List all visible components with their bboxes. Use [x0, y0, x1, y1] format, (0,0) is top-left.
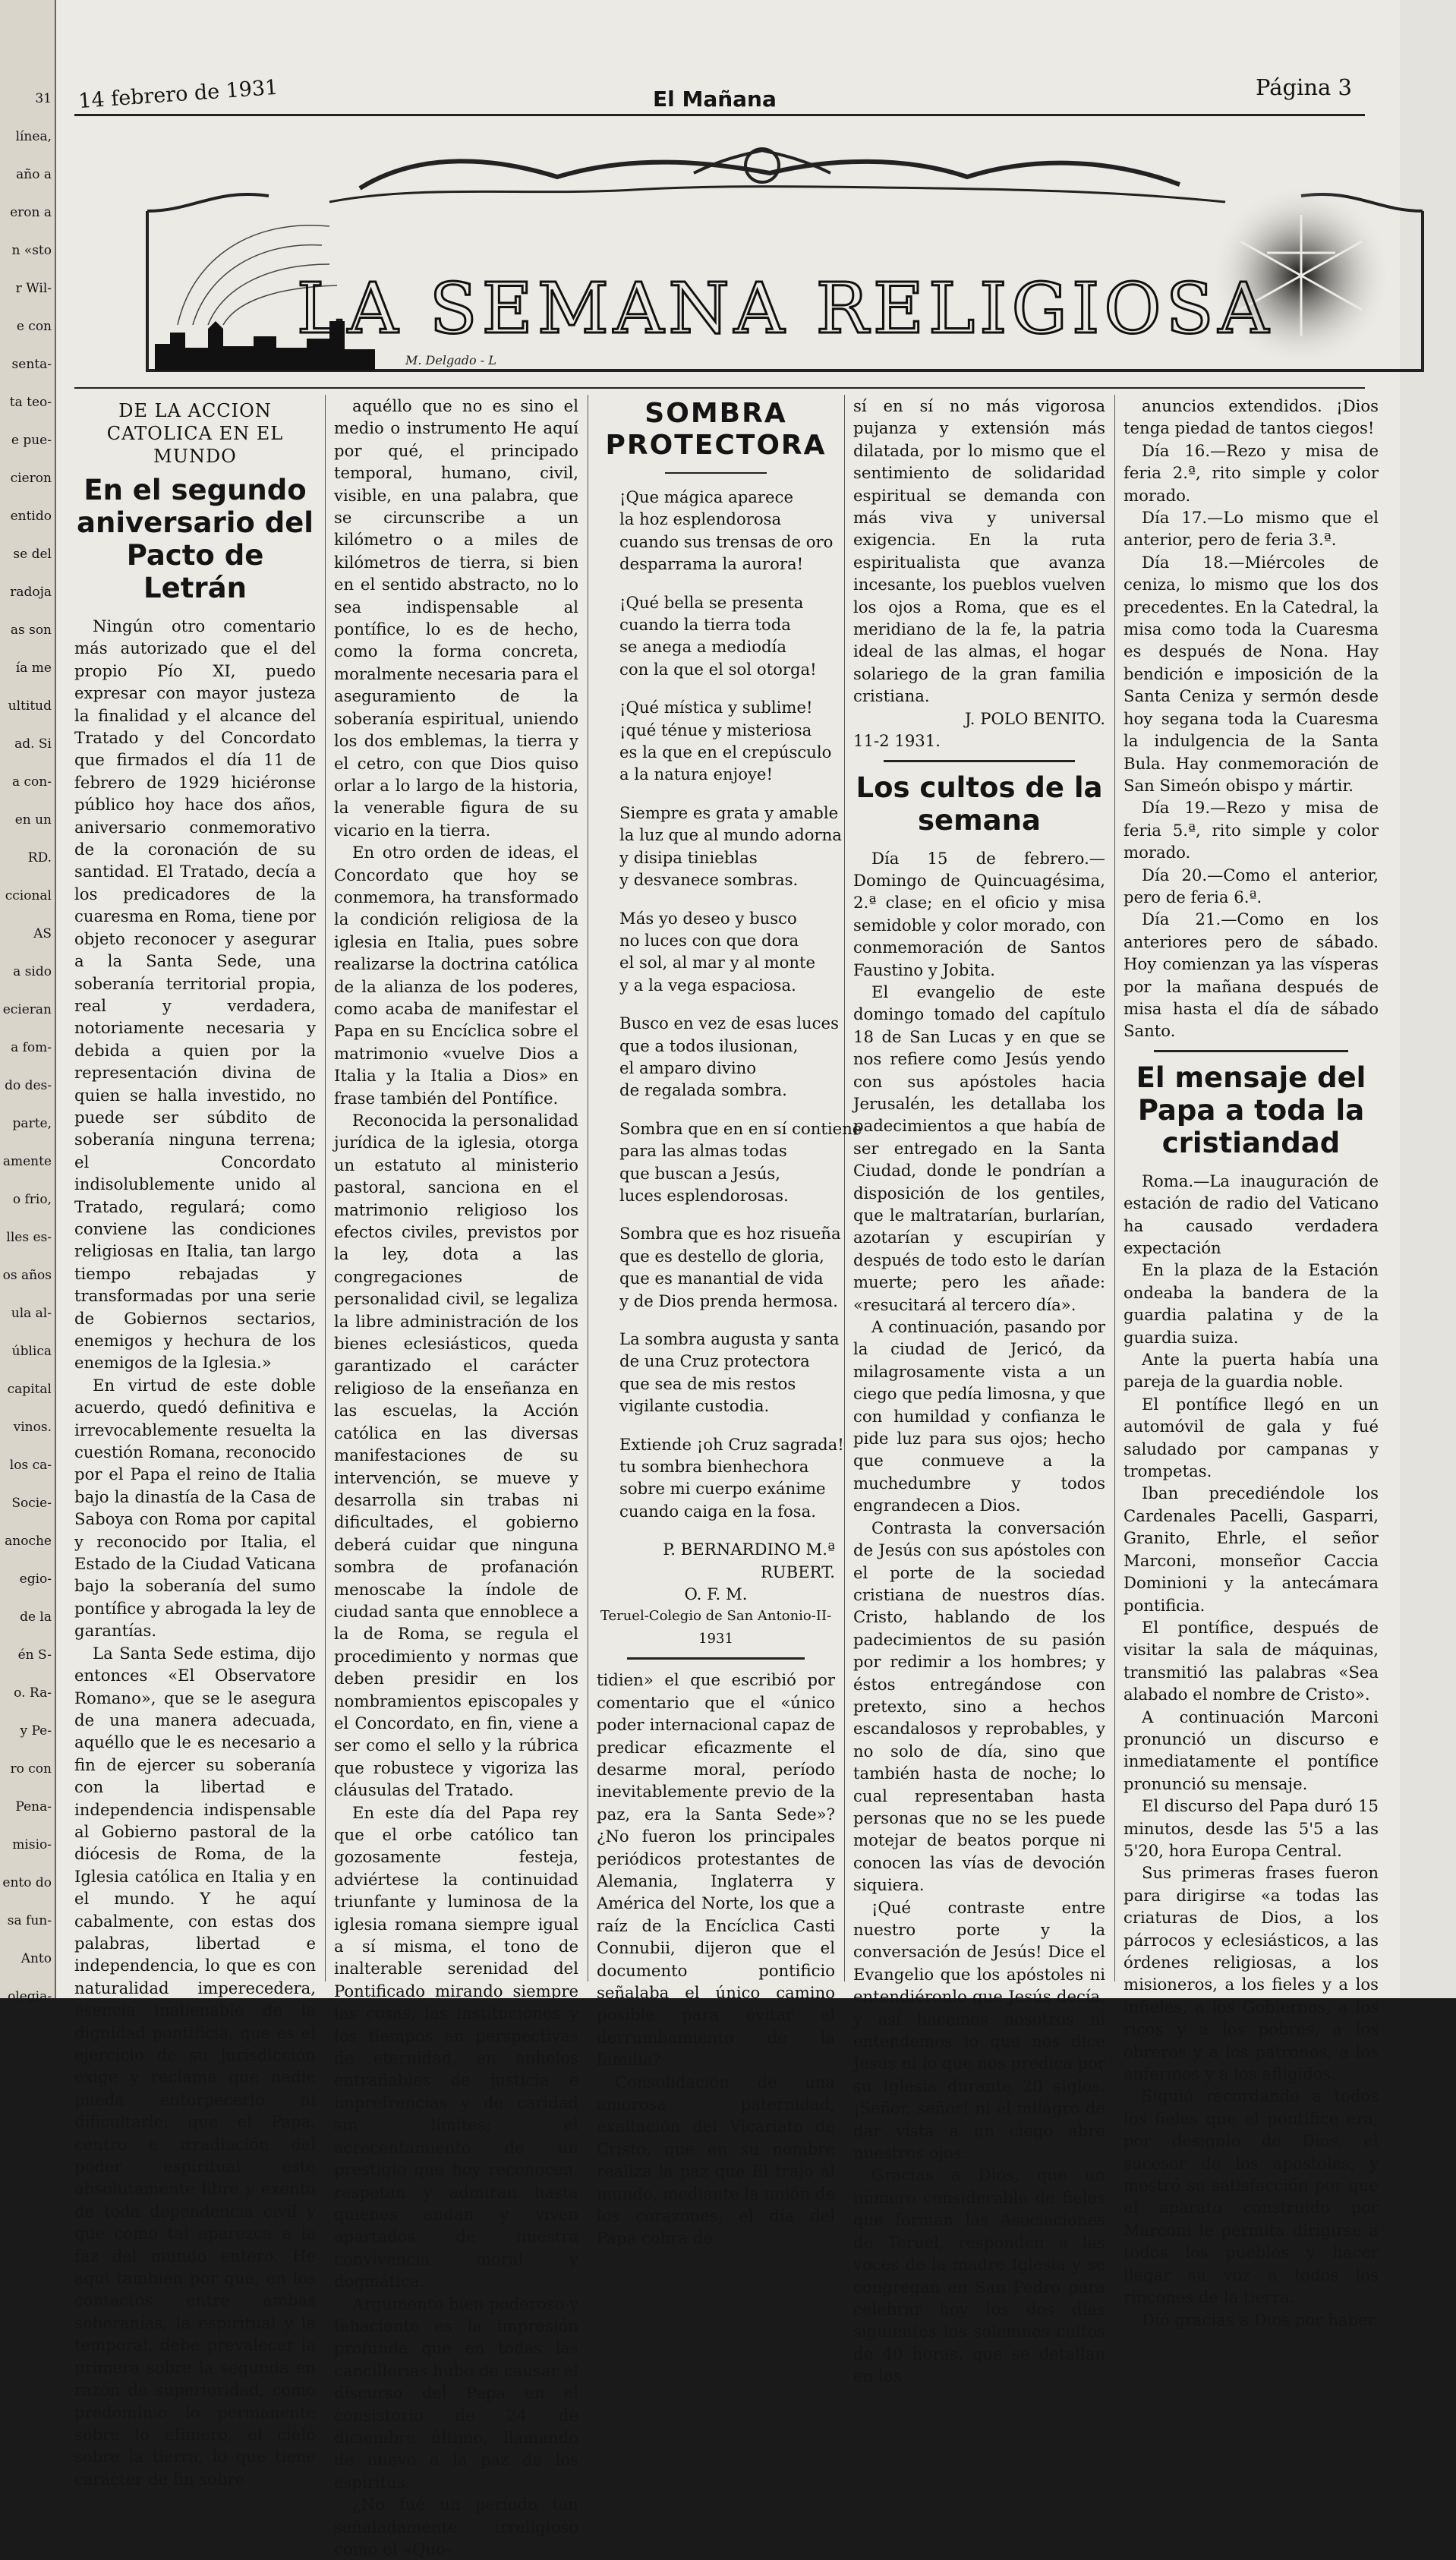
newspaper-page	[56, 0, 1400, 2558]
banner-signature: M. Delgado - L	[405, 353, 496, 367]
previous-page-fragment: a fom-	[11, 1040, 52, 1055]
previous-page-fragment: y Pe-	[20, 1723, 52, 1739]
poem-stanza	[619, 802, 842, 891]
previous-page-fragment: se del	[13, 547, 52, 562]
poem-author: P. BERNARDINO M.ª RUBERT.	[663, 1540, 835, 1581]
paragraph: ¡Qué contraste entre nuestro porte y la conversación de Jesús! Dice el Evangelio que los apóstoles ni entendiéronlo que Jesús decía, y así hacemos nosotros ni entendemos lo que nos dice Jesús ni lo que nos predica por su Iglesia durante 20 siglos. ¡Señor, señor! ni el milagro de dar vista a un ciego abre nuestros ojos.	[853, 1897, 1105, 2163]
paragraph: Día 18.—Miércoles de ceniza, lo mismo que los dos precedentes. En la Catedral, la misa como toda la Cuaresma es después de Nona. Hay bendición e imposición de la Santa Ceniza y sermón desde hoy segana toda la Cuaresma la indulgencia de la Santa Bula. Hay conmemoración de San Simeón obispo y mártir.	[1124, 552, 1379, 795]
poem-stanza	[619, 696, 835, 786]
previous-page-fragment: ultitud	[8, 698, 52, 714]
previous-page-fragment: RD.	[27, 850, 52, 865]
article-body-letran-cont	[334, 395, 578, 2560]
previous-page-fragment: do des-	[5, 1078, 52, 1093]
previous-page-fragment: sa fun-	[7, 1913, 52, 1928]
poem-line: y a la vega espaciosa.	[619, 975, 796, 995]
poem-line: que sea de mis restos	[619, 1373, 796, 1393]
paragraph: ¿No fué un período tan señaladamente irreligioso como el «Quo-	[334, 2495, 578, 2558]
poem-line: de una Cruz protectora	[619, 1351, 810, 1371]
article-column-4	[853, 395, 1105, 2386]
poem-line: Sombra que es hoz risueña	[619, 1224, 841, 1244]
previous-page-fragment: olegia-	[8, 1989, 52, 2004]
poem-line: ¡qué ténue y misteriosa	[619, 720, 812, 739]
previous-page-fragment: cieron	[10, 471, 52, 486]
paragraph: El evangelio de este domingo tomado del capítulo 18 de San Lucas y en que se nos refiere como Jesús yendo con sus apóstoles hacia Jerusalén, les detallaba los padecimientos a que había de ser entregado en la Santa Ciudad, donde le pondrían a disposición de los gentiles, que le maltratarían, burlarían, azotarían y escupirían y después de todo esto le darían muerte; pero les añade: «resucitará al tercero día».	[853, 982, 1105, 1314]
column-separator	[844, 395, 845, 1981]
poem-line: cuando caiga en la fosa.	[619, 1501, 816, 1521]
paragraph: Sus primeras frases fueron para dirigirse «a todas las criaturas de Dios, a los párrocos y eclesiásticos, a las órdenes religiosas, a los misioneros, a los fieles y a los infieles, a los Gobiernos, a los ricos y a los pobres, a los obreros y a los patronos, a los enfermos y a los afligidos.	[1124, 1863, 1379, 2084]
header-page-number: Página 3	[1256, 74, 1352, 100]
paragraph: Ante la puerta había una pareja de la guardia noble.	[1124, 1350, 1379, 1392]
ornament-scroll	[360, 161, 1180, 188]
paragraph: Reconocida la personalidad jurídica de la iglesia, otorga un estatuto al ministerio pastoral, sanciona en el matrimonio religioso los efectos civiles, previstos por la ley, dota a las congregaciones de personalidad civil, se legaliza la libre administración de los bienes eclesiásticos, queda garantizado el carácter religioso de la enseñanza en las escuelas, la Acción católica en las diversas manifestaciones de su intervención, se mueve y desarrolla sin trabas ni dificultades, el gobierno deberá cuidar que ninguna sombra de profanación menoscabe la índole de ciudad santa que ennoblece a la de Roma, se regula el procedimiento y normas que deben presidir en los nombramientos episcopales y el Concordato, en fin, viene a ser como el sello y la rúbrica que robustece y vigoriza las cláusulas del Tratado.	[334, 1111, 578, 1800]
poem-line: ¡Qué bella se presenta	[619, 592, 804, 612]
previous-page-fragment: e pue-	[11, 433, 52, 448]
paragraph: En otro orden de ideas, el Concordato que hoy se conmemora, ha transformado la condición religiosa de la iglesia en Italia, pues sobre realizarse la doctrina católica de la alianza de los poderes, como acaba de manifestar el Papa en su Encíclica sobre el matrimonio «vuelve Dios a Italia y la Italia a Dios» en frase también del Pontífice.	[334, 843, 578, 1108]
previous-page-fragment: os años	[2, 1268, 52, 1283]
previous-page-fragment: parte,	[12, 1116, 52, 1131]
previous-page-fragment: de la	[20, 1609, 52, 1625]
previous-page-fragment: o. Ra-	[14, 1685, 52, 1701]
poem-line: sobre mi cuerpo exánime	[619, 1479, 826, 1499]
previous-page-fragment: n «sto	[11, 243, 52, 258]
poem-line: La sombra augusta y santa	[619, 1329, 840, 1348]
previous-page-fragment: ento do	[2, 1875, 52, 1890]
paragraph: Día 19.—Rezo y misa de feria 5.ª, rito simple y color morado.	[1124, 798, 1379, 862]
poem-line: y disipa tinieblas	[619, 847, 758, 867]
article-column-2	[334, 395, 578, 2558]
paragraph: Siguió recordando a todos los fieles que el pontífice era, por designio de Dios, el sucesor de los apóstoles, y mostró su satisfacción por que el aparato construido por Marconi le permita dirigirse a todos los pueblos y hacer llegar su voz a todos los rincones de la tierra.	[1124, 2086, 1379, 2307]
column-separator	[325, 395, 326, 1981]
poem-line: el amparo divino	[619, 1058, 757, 1077]
previous-page-fragment: ula al-	[11, 1306, 52, 1321]
poem-line: con la que el sol otorga!	[619, 659, 817, 679]
previous-page-fragment: lles es-	[6, 1230, 52, 1245]
paragraph: En virtud de este doble acuerdo, quedó definitiva e irrevocablemente resuelta la cuestión Romana, reconocido por el Papa el reino de Italia bajo la dinastía de la Casa de Saboya con Roma por capital y reconocido por Italia, el Estado de la Ciudad Vaticana bajo la soberanía del sumo pontífice y abrogada la ley de garantías.	[74, 1375, 316, 1641]
paragraph: Ningún otro comentario más autorizado que el del propio Pío XI, puedo expresar con mayor justeza la finalidad y el alcance del Tratado y del Concordato que firmados el día 11 de febrero de 1929 hiciéronse público hoy hace dos años, aniversario conmemorativo de la coronación de su santidad. El Tratado, decía a los predicadores de la cuaresma en Roma, tiene por objeto reconocer y asegurar a la Santa Sede, una soberanía territorial propia, real y verdadera, notoriamente necesaria y debida a quien por la representación divina de quien se halla investido, no puede ser súbdito de soberanía ninguna terrena; el Concordato indisolublemente unido al Tratado, regulará; como conviene las condiciones religiosas en Italia, tan largo tiempo rebajadas y transformadas por una serie de Gobiernos sectarios, enemigos y hechura de los enemigos de la Iglesia.»	[74, 616, 316, 1373]
paragraph: El discurso del Papa duró 15 minutos, desde las 5'5 a las 5'20, hora Europa Central.	[1124, 1796, 1379, 1860]
paragraph: Argumento bien poderoso y fehaciente es la impresión profunda que en todas las cancillerías hubo de causar el discurso del Papa en el consistorio de 24 de diciembre último, llamando de nuevo a la paz de los espíritus.	[334, 2294, 578, 2492]
article-continuation: tidien» el que escribió por comentario que el «único poder internacional capaz de predicar eficazmente el desarme moral, período inevitablemente previo de la paz, era la Santa Sede»? ¿No fueron los principales periódicos protestantes de Alemania, Inglaterra y América del Norte, los que a raíz de la Encíclica Casti Connubii, dijeron que el documento pontificio señalaba el único camino posible para evitar el derrumbamiento de la familia?	[597, 1670, 835, 2070]
article-ending: sí en sí no más vigorosa pujanza y extensión más dilatada, por lo mismo que el sentimiento de solidaridad espiritual se demanda con más viva y universal exigencia. En la ruta espiritualista que avanza incesante, los pueblos vuelven los ojos a Roma, que es el meridiano de la fe, la patria ideal de las almas, el hogar solariego de la gran familia cristiana.	[853, 396, 1105, 706]
separator-line	[627, 1657, 805, 1660]
previous-page-fragment: ía me	[15, 660, 52, 676]
previous-page-fragment: Anto	[20, 1951, 52, 1966]
previous-page-fragment: Socie-	[11, 1496, 52, 1511]
poem-line: Más yo deseo y busco	[619, 908, 797, 928]
poem-line: para las almas todas	[619, 1141, 787, 1161]
previous-page-fragment: ad. Si	[14, 736, 52, 752]
paragraph: Día 15 de febrero.—Domingo de Quincuagésima, 2.ª clase; en el oficio y misa semidoble y color morado, con conmemoración de Santos Faustino y Jobita.	[853, 848, 1105, 979]
paragraph: Dió gracias a Dios por haber	[1142, 2309, 1376, 2329]
poem-place: Teruel-Colegio de San Antonio-II-1931	[600, 1608, 832, 1647]
paragraph: El pontífice, después de visitar la sala de máquinas, transmitió las palabras «Sea alabado el nombre de Cristo».	[1124, 1617, 1379, 1704]
paragraph: La Santa Sede estima, dijo entonces «El Observatore Romano», que se le asegura de una manera adecuada, aquéllo que le es necesario a fin de ejercer su soberanía con la libertad e independencia indispensable al Gobierno pastoral de la diócesis de Roma, de la Iglesia católica en Italia y en el mundo. Y he aquí cabalmente, con estas dos palabras, libertad e independencia, lo que es con naturalidad imperecedera, esencia inalienable de la dignidad pontificia, que es el ejercicio de su jurisdicción exige y reclama que nadie pueda entorpecerlo ni dificultarle; que el Papa, centro e irradiación del poder espiritual esté absolutamente libre y exento de toda dependencia civil y que como tal aparezca a la faz del mundo entero. He aquí también por qué, en los contactos entre ambas soberanías, la espiritual y la temporal, debe prevalecer la primera sobre la segunda en razón de superioridad, como predominio lo permanente sobre lo efímero, el cielo sobre la tierra, lo que tiene carácter de fin sobre	[74, 1643, 316, 2489]
poem-line: cuando sus trensas de oro	[619, 531, 834, 551]
previous-page-fragment: e con	[16, 319, 52, 334]
article-headline-letran: En el segundo aniversario del Pacto de Letrán	[77, 474, 314, 604]
paragraph: Día 20.—Como el anterior, pero de feria 6.ª.	[1124, 865, 1379, 906]
poem-line: que es destello de gloria,	[619, 1246, 824, 1266]
article-column-1	[74, 395, 316, 2489]
paragraph: Día 16.—Rezo y misa de feria 2.ª, rito simple y color morado.	[1124, 440, 1379, 505]
article-body-cultos-cont	[1124, 395, 1379, 1042]
poem-line: tu sombra bienhechora	[619, 1457, 809, 1477]
poem-line: cuando la tierra toda	[619, 615, 791, 635]
previous-page-fragment: egio-	[19, 1572, 52, 1587]
previous-page-fragment: a sido	[13, 964, 52, 979]
article-body-cultos	[853, 847, 1105, 2388]
previous-page-fragment: línea,	[15, 129, 52, 144]
paragraph: Gracias a Dios, que un número considerable de fieles que forman las Asociaciones de Teruel, responden a las voces de la madre Iglesia y se congregan en San Pedro para celebrar hoy los dos días siguientes los solemnes cultos de 40 horas, que se detallan en los	[853, 2165, 1105, 2386]
poem-line: es la que en el crepúsculo	[619, 742, 832, 762]
separator-line	[1154, 1050, 1348, 1052]
previous-page-edge	[0, 0, 56, 2004]
poem-line: ¡Que mágica aparece	[619, 487, 793, 506]
previous-page-fragment: r Wil-	[15, 281, 52, 296]
paragraph: Roma.—La inauguración de estación de radio del Vaticano ha causado verdadera expectación	[1124, 1171, 1379, 1257]
paragraph: En este día del Papa rey que el orbe católico tan gozosamente festeja, adviértese la continuidad triunfante y luminosa de la iglesia romana siempre igual a sí misma, el tono de inalterable serenidad del Pontificado mirando siempre las cosas, las instituciones y los tiempos en perspectivas de eternidad, en anhelos entrañables de justicia e imprefrencias y de caridad sin límites; el acrecentamiento de un prestigio que hoy reconocen, respetan y admiran hasta quienes andan y viven apartados de nuestra convivencia moral y dogmática.	[334, 1802, 578, 2291]
banner-rule	[74, 387, 1365, 389]
poem-line: ¡Qué mística y sublime!	[619, 698, 813, 717]
article-headline-cultos: Los cultos de la semana	[856, 771, 1103, 837]
previous-page-fragment: amente	[2, 1154, 52, 1169]
previous-page-fragment: radoja	[10, 585, 52, 600]
paragraph: Iban precediéndole los Cardenales Pacelli, Gasparri, Granito, Ehrle, el señor Marconi, monseñor Caccia Dominioni y la antecámara pontificia.	[1124, 1483, 1379, 1615]
poem-line: luces esplendorosas.	[619, 1185, 789, 1205]
poem-title: SOMBRA PROTECTORA	[605, 398, 827, 461]
poem-line: y de Dios prenda hermosa.	[619, 1291, 838, 1310]
previous-page-fragment: a con-	[12, 774, 52, 790]
poem-stanza	[619, 1012, 839, 1102]
previous-page-fragment: entido	[10, 509, 52, 524]
article-column-3	[597, 395, 862, 2248]
previous-page-fragment: ccional	[5, 888, 52, 903]
poem-stanza	[619, 1222, 841, 1312]
previous-page-fragment: 31	[35, 91, 52, 106]
previous-page-fragment: o frio,	[12, 1192, 52, 1207]
poem-stanza	[619, 486, 835, 575]
previous-page-fragment: ta teo-	[9, 395, 52, 410]
poem-line: de regalada sombra.	[619, 1080, 787, 1100]
previous-page-fragment: senta-	[11, 357, 52, 372]
paragraph: Contrasta la conversación de Jesús con sus apóstoles con el porte de la sociedad cristiana de nuestros días. Cristo, hablando de los padecimientos de su pasión por redimir a los hombres; y éstos entregándose con pretexto, sino a hechos escandalosos y reprobables, y no solo de día, sino que también hasta de noche; lo cual representaban hasta personas que no se les puede motejar de beatos porque ni conocen las vías de devoción siquiera.	[853, 1518, 1105, 1895]
previous-page-fragment: as son	[10, 623, 52, 638]
previous-page-fragment: vinos.	[13, 1420, 52, 1435]
article-signature: J. POLO BENITO.	[964, 708, 1105, 728]
article-date: 11-2 1931.	[853, 731, 941, 751]
header-date: 14 febrero de 1931	[77, 75, 279, 114]
poem-line: no luces con que dora	[619, 930, 799, 950]
paragraph: anuncios extendidos. ¡Dios tenga piedad de tantos ciegos!	[1124, 396, 1379, 438]
poem-line: y desvanece sombras.	[619, 870, 799, 890]
previous-page-fragment: én S-	[17, 1647, 52, 1663]
previous-page-fragment: en un	[14, 812, 52, 828]
section-banner	[102, 143, 1430, 384]
poem-line: vigilante custodia.	[619, 1396, 770, 1416]
previous-page-fragment: Pena-	[15, 1799, 52, 1814]
poem-line: la luz que al mundo adorna	[619, 825, 842, 845]
article-body-mensaje	[1124, 1170, 1379, 2331]
poem-line: Sombra que en en sí contiene	[619, 1118, 862, 1138]
previous-page-fragment: misio-	[12, 1837, 52, 1852]
separator-line	[884, 760, 1075, 762]
poem-body	[597, 486, 862, 1522]
header-paper-name: El Mañana	[653, 87, 777, 112]
column-separator	[1114, 395, 1115, 1981]
poem-line: que buscan a Jesús,	[619, 1163, 780, 1183]
paragraph: El pontífice llegó en un automóvil de gala y fué saludado por campanas y trompetas.	[1124, 1394, 1379, 1481]
previous-page-fragment: eron a	[10, 205, 52, 220]
previous-page-fragment: AS	[33, 926, 52, 941]
paragraph: En la plaza de la Estación ondeaba la bandera de la guardia palatina y de la guardia suiza.	[1124, 1260, 1379, 1347]
poem-stanza	[619, 907, 835, 997]
poem-stanza	[619, 1433, 844, 1523]
poem-line: que a todos ilusionan,	[619, 1036, 799, 1055]
poem-line: Extiende ¡oh Cruz sagrada!	[619, 1434, 844, 1454]
poem-line: desparrama la aurora!	[619, 554, 804, 574]
paragraph: aquéllo que no es sino el medio o instrumento He aquí por qué, el principado temporal, humano, civil, visible, en una palabra, que se circunscribe a un kilómetro o a miles de kilómetros de tierra, si bien en el sentido abstracto, no lo sea indispensable al pontífice, lo es de hecho, como la forma concreta, moralmente necesaria para el aseguramiento de la soberanía espiritual, uniendo los dos emblemas, la tierra y el cetro, con que Dios quiso orlar a lo largo de la historia, la venerable figura de su vicario en la tierra.	[334, 396, 578, 840]
previous-page-fragment: ecieran	[2, 1002, 52, 1017]
article-kicker: DE LA ACCION CATOLICA EN EL MUNDO	[106, 400, 284, 467]
paragraph: Día 17.—Lo mismo que el anterior, pero de feria 3.ª.	[1124, 508, 1379, 550]
poem-stanza	[619, 1118, 862, 1207]
poem-author-order: O. F. M.	[684, 1584, 748, 1604]
paragraph: Día 21.—Como en los anteriores pero de sábado. Hoy comienzan ya las vísperas por la mañana después de misa hasta el día de sábado Santo.	[1124, 910, 1379, 1041]
poem-line: que es manantial de vida	[619, 1269, 824, 1288]
article-headline-mensaje: El mensaje del Papa a toda la cristiandad	[1136, 1061, 1366, 1159]
banner-title: LA SEMANA RELIGIOSA	[296, 268, 1274, 349]
article-body-letran	[74, 615, 316, 2490]
poem-line: a la natura enjoye!	[619, 765, 773, 784]
previous-page-fragment: anoche	[5, 1534, 52, 1549]
previous-page-fragment: capital	[7, 1382, 52, 1397]
article-column-5	[1124, 395, 1379, 2329]
poem-line: Busco en vez de esas luces	[619, 1014, 839, 1033]
previous-page-fragment: ública	[11, 1344, 52, 1359]
poem-line: el sol, al mar y al monte	[619, 953, 816, 973]
paragraph: A continuación, pasando por la ciudad de Jericó, da milagrosamente vista a un ciego que pedía limosna, y que con humildad y confianza le pide luz para sus ojos; hecho que conmueve a la muchedumbre y todos engrandecen a Dios.	[853, 1317, 1105, 1515]
article-continuation-2: Consolidación de una amorosa paternidad, exaltación del Vicariato de Cristo, que en su nombre realiza la paz que El trajo al mundo, mediante la unión de los corazones, el día del Papa cobra de	[597, 2072, 835, 2248]
previous-page-fragment: año a	[16, 167, 52, 182]
poem-line: Siempre es grata y amable	[619, 802, 839, 822]
poem-line: se anega a mediodía	[619, 637, 786, 657]
previous-page-fragment: los ca-	[9, 1458, 52, 1473]
poem-stanza	[619, 1328, 840, 1417]
poem-stanza	[619, 591, 835, 681]
paragraph: A continuación Marconi pronunció un discurso e inmediatamente el pontífice pronunció su mensaje.	[1124, 1707, 1379, 1793]
previous-page-fragment: ro con	[10, 1761, 52, 1777]
header-rule	[74, 114, 1365, 116]
poem-line: la hoz esplendorosa	[619, 509, 782, 529]
